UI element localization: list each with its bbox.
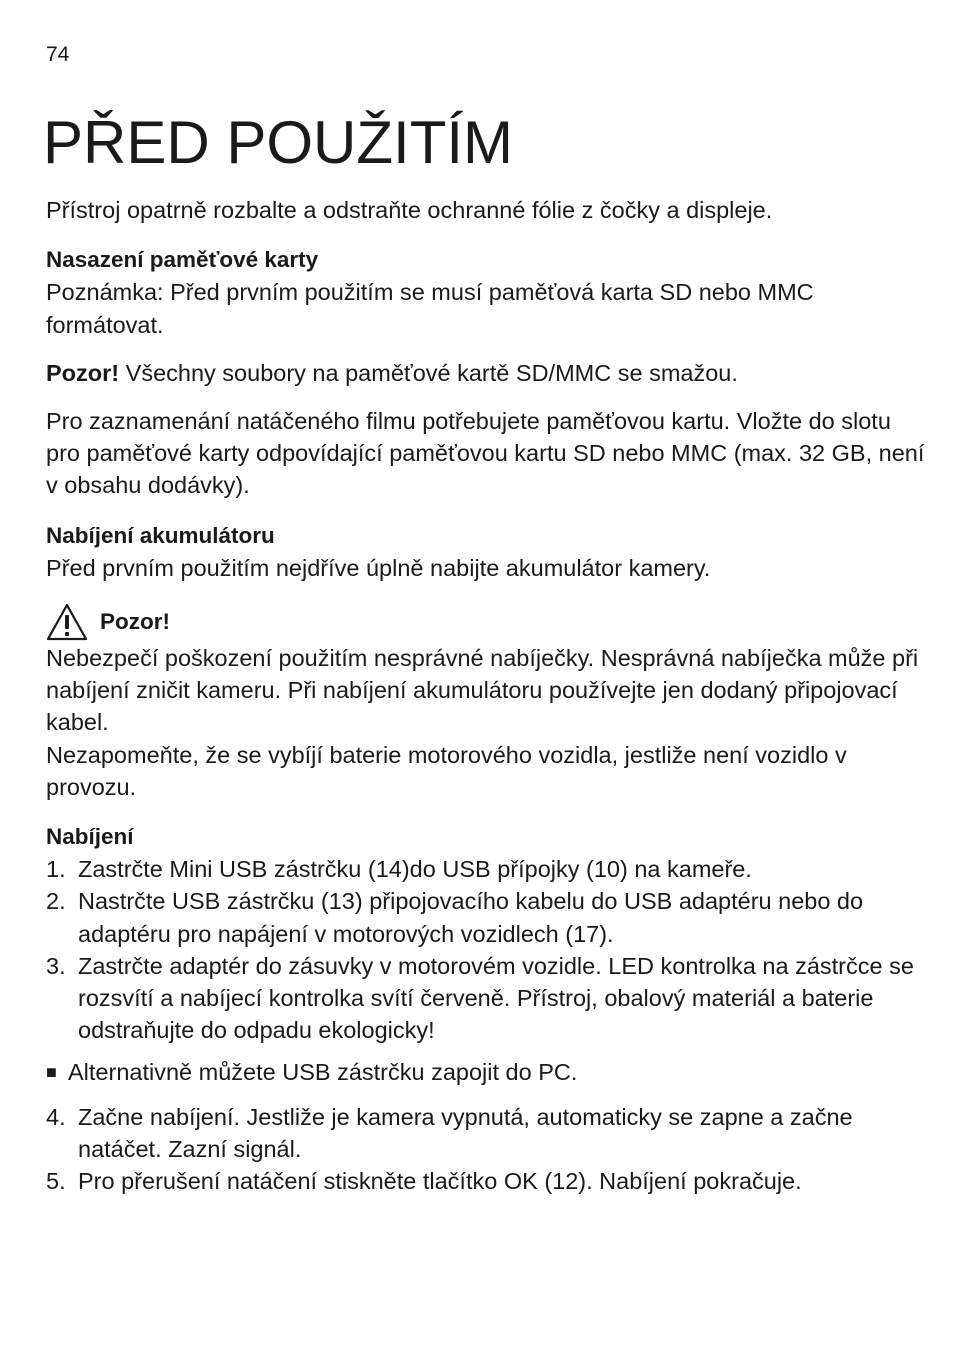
list-item [46,885,926,949]
memory-card-body: Pro zaznamenání natáčeného filmu potřebujete paměťovou kartu. Vložte do slotu pro paměťové karty odpovídající paměťovou kartu SD nebo MMC (max. 32 GB, není v obsahu dodávky). [46,408,925,499]
step-number: 3. [46,952,66,979]
warning-header [46,602,926,642]
warning-triangle-icon [46,603,88,641]
heading-memory-card: Nasazení paměťové karty [46,247,319,273]
step-number: 4. [46,1103,66,1130]
charging-steps [46,853,926,1046]
step-number: 5. [46,1168,66,1195]
caution-text: Všechny soubory na paměťové kartě SD/MMC se smažou. [119,359,738,386]
warning-label: Pozor! [100,608,170,634]
battery-body: Před prvním použitím nejdříve úplně nabijte akumulátor kamery. [46,554,711,581]
warning-text-2: Nezapomeňte, že se vybíjí baterie motorového vozidla, jestliže není vozidlo v provozu. [46,741,847,800]
page-number: 74 [46,43,70,66]
square-bullet-icon: ■ [46,1062,57,1083]
heading-charging: Nabíjení [46,824,134,850]
memory-card-caution [46,357,926,389]
step-text: Zastrčte Mini USB zástrčku (14)do USB přípojky (10) na kameře. [78,856,752,883]
step-text: Nastrčte USB zástrčku (13) připojovacího kabelu do USB adaptéru nebo do adaptéru pro napájení v motorových vozidlech (17). [78,888,864,947]
heading-battery: Nabíjení akumulátoru [46,522,275,548]
list-item [46,1101,926,1165]
step-text: Začne nabíjení. Jestliže je kamera vypnutá, automaticky se zapne a začne natáčet. Zazní signál. [78,1103,853,1162]
intro-paragraph: Přístroj opatrně rozbalte a odstraňte ochranné fólie z čočky a displeje. [46,197,773,223]
step-text: Pro přerušení natáčení stiskněte tlačítko OK (12). Nabíjení pokračuje. [78,1168,802,1195]
page-content [46,194,926,1197]
bullet-item [46,1056,926,1088]
bullet-text: Alternativně můžete USB zástrčku zapojit do PC. [68,1059,578,1086]
warning-text-1: Nebezpečí poškození použitím nesprávné nabíječky. Nesprávná nabíječka může při nabíjení zničit kameru. Při nabíjení akumulátoru používejte jen dodaný připojovací kabel. [46,645,919,736]
step-number: 2. [46,888,66,915]
list-item [46,1165,926,1197]
charging-steps-continued [46,1101,926,1198]
list-item [46,950,926,1047]
step-text: Zastrčte adaptér do zásuvky v motorovém vozidle. LED kontrolka na zástrčce se rozsvítí a nabíjecí kontrolka svítí červeně. Přístroj, obalový materiál a baterie odstraňujte do odpadu ekologicky! [78,952,914,1044]
caution-label: Pozor! [46,359,120,386]
page-title: PŘED POUŽITÍM [43,109,514,176]
memory-card-note: Poznámka: Před prvním použitím se musí paměťová karta SD nebo MMC formátovat. [46,279,814,338]
list-item [46,853,926,885]
step-number: 1. [46,856,66,883]
